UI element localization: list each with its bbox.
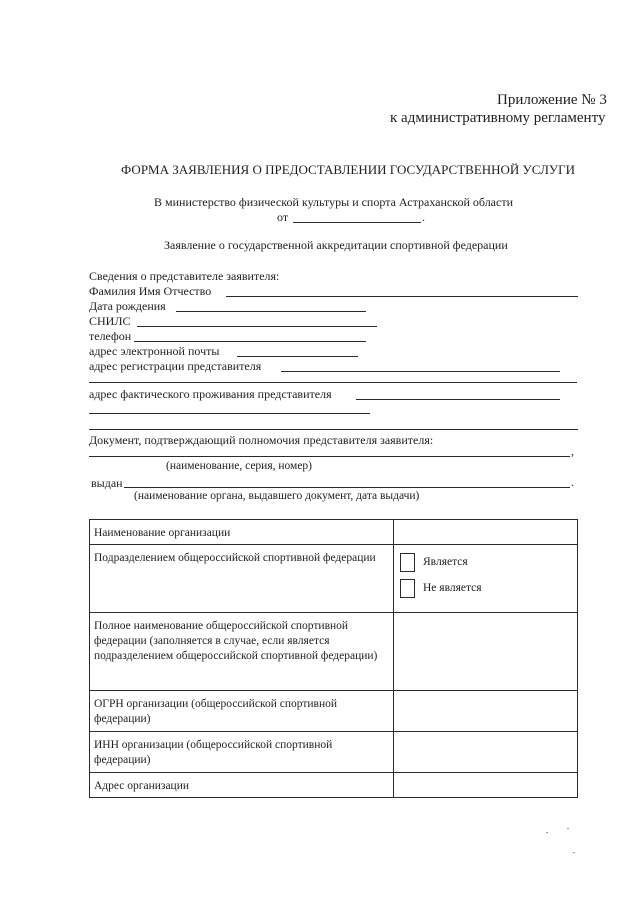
appendix-reference: к административному регламенту <box>390 110 606 126</box>
full-federation-name-label: Полное наименование общероссийской спортивной федерации (заполняется в случае, если является подразделением общероссийской спортивной федерации) <box>90 613 394 691</box>
organization-address-cell[interactable] <box>394 773 578 798</box>
email-field[interactable] <box>237 356 358 357</box>
fio-field[interactable] <box>226 296 578 297</box>
table-row <box>90 732 578 773</box>
table-row <box>90 545 578 613</box>
from-label: от <box>277 210 289 224</box>
scan-speck <box>567 828 569 829</box>
email-label: адрес электронной почты <box>89 344 220 358</box>
subdivision-options-cell <box>394 545 578 613</box>
ogrn-label: ОГРН организации (общероссийской спортивной федерации) <box>90 691 394 732</box>
fio-label: Фамилия Имя Отчество <box>89 284 212 298</box>
issued-end-period: . <box>571 475 574 489</box>
form-title: ФОРМА ЗАЯВЛЕНИЯ О ПРЕДОСТАВЛЕНИИ ГОСУДАРСТВЕННОЙ УСЛУГИ <box>121 162 576 177</box>
scan-speck <box>573 852 575 853</box>
option-is-not-label: Не является <box>423 582 482 594</box>
application-subject: Заявление о государственной аккредитации спортивной федерации <box>164 238 508 252</box>
birth-date-label: Дата рождения <box>89 299 166 313</box>
document-line-comma: , <box>571 444 574 458</box>
subdivision-label: Подразделением общероссийской спортивной федерации <box>90 545 394 613</box>
registration-address-field[interactable] <box>281 371 560 372</box>
addressee-line: В министерство физической культуры и спорта Астраханской области <box>154 195 513 209</box>
actual-address-field-line2[interactable] <box>89 413 370 414</box>
organization-address-label: Адрес организации <box>90 773 394 798</box>
inn-label: ИНН организации (общероссийской спортивной федерации) <box>90 732 394 773</box>
checkbox-is-not[interactable] <box>400 579 415 598</box>
scan-speck <box>546 832 548 833</box>
table-row <box>90 691 578 732</box>
ogrn-cell[interactable] <box>394 691 578 732</box>
checkbox-is[interactable] <box>400 553 415 572</box>
document-name-caption: (наименование, серия, номер) <box>166 460 313 472</box>
actual-address-label: адрес фактического проживания представителя <box>89 387 332 401</box>
snils-label: СНИЛС <box>89 314 131 328</box>
issued-caption: (наименование органа, выдавшего документ, дата выдачи) <box>134 490 420 502</box>
issued-by-field[interactable] <box>124 487 570 488</box>
table-row <box>90 773 578 798</box>
registration-address-label: адрес регистрации представителя <box>89 359 262 373</box>
representative-heading: Сведения о представителе заявителя: <box>89 269 280 283</box>
snils-field[interactable] <box>137 326 377 327</box>
from-field[interactable] <box>293 222 421 223</box>
appendix-number: Приложение № 3 <box>497 92 607 108</box>
option-is-not[interactable] <box>400 577 573 599</box>
option-is[interactable] <box>400 551 573 573</box>
from-end-period: . <box>422 210 425 224</box>
table-row <box>90 613 578 691</box>
document-top-line[interactable] <box>89 429 578 430</box>
registration-address-field-line2[interactable] <box>89 382 577 383</box>
full-federation-name-cell[interactable] <box>394 613 578 691</box>
organization-table <box>89 519 578 798</box>
document-name-field[interactable] <box>89 456 570 457</box>
inn-cell[interactable] <box>394 732 578 773</box>
phone-label: телефон <box>89 329 132 343</box>
actual-address-field[interactable] <box>356 399 560 400</box>
phone-field[interactable] <box>134 341 366 342</box>
organization-name-label: Наименование организации <box>90 520 394 545</box>
issued-label: выдан <box>91 476 123 490</box>
birth-date-field[interactable] <box>176 311 366 312</box>
table-row <box>90 520 578 545</box>
document-heading: Документ, подтверждающий полномочия представителя заявителя: <box>89 433 434 447</box>
organization-name-cell[interactable] <box>394 520 578 545</box>
option-is-label: Является <box>423 556 468 568</box>
